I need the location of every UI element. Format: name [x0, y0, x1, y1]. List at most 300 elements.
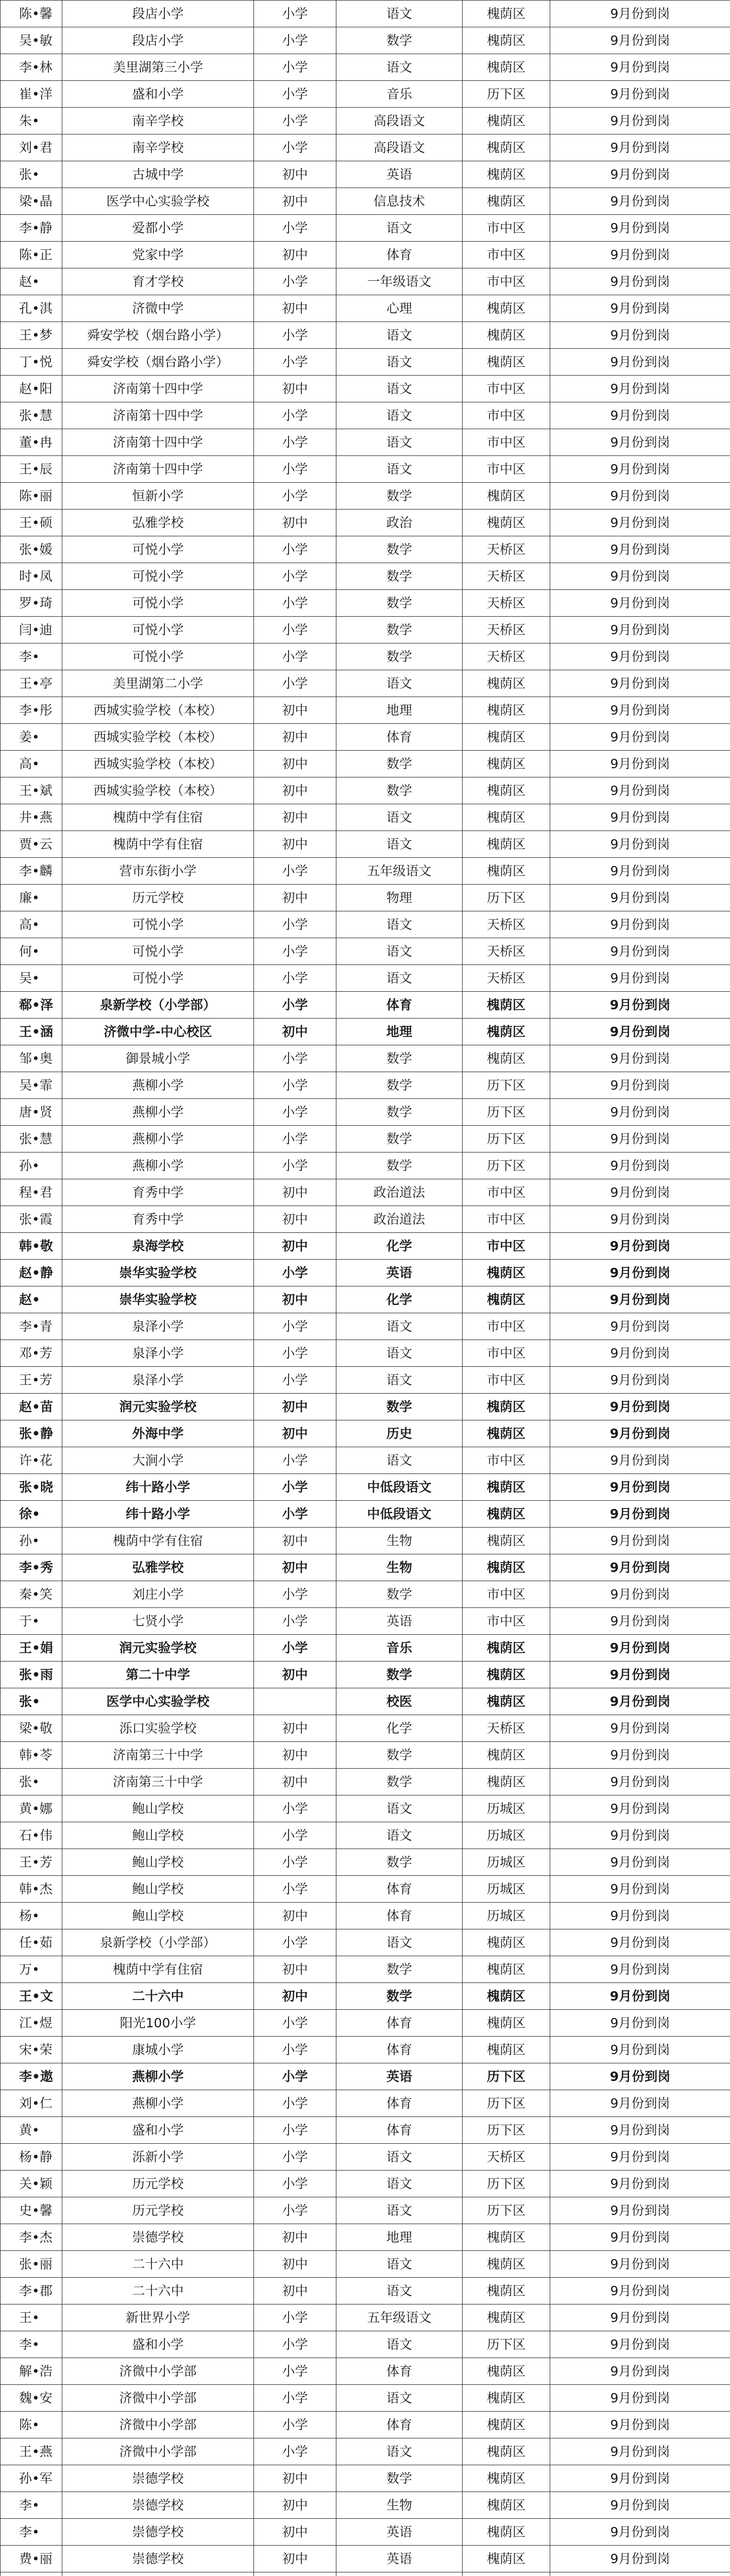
school-name-cell — [62, 2572, 254, 2576]
subject-cell: 体育 — [336, 992, 463, 1019]
district-cell: 槐荫区 — [463, 2358, 550, 2385]
table-row — [1, 885, 730, 911]
school-name-cell: 崇德学校 — [62, 2546, 254, 2572]
table-row — [1, 1260, 730, 1286]
start-time-cell: 9月份到岗 — [550, 2090, 730, 2117]
school-name-cell: 崇德学校 — [62, 2519, 254, 2546]
district-cell: 槐荫区 — [463, 27, 550, 54]
teacher-name-cell: 解•浩 — [1, 2358, 62, 2385]
table-row — [1, 2197, 730, 2224]
school-name-cell: 崇华实验学校 — [62, 1286, 254, 1313]
start-time-cell: 9月份到岗 — [550, 992, 730, 1019]
school-name-cell: 医学中心实验学校 — [62, 1688, 254, 1715]
school-level-cell: 小学 — [254, 2037, 336, 2063]
teacher-name-cell: 张•晓 — [1, 1474, 62, 1501]
table-row — [1, 1340, 730, 1367]
start-time-cell: 9月份到岗 — [550, 1608, 730, 1635]
table-row — [1, 590, 730, 617]
table-row — [1, 1420, 730, 1447]
subject-cell: 数学 — [336, 1849, 463, 1876]
school-level-cell: 小学 — [254, 1474, 336, 1501]
teacher-name-cell: 韩•敬 — [1, 1233, 62, 1260]
subject-cell: 数学 — [336, 1045, 463, 1072]
start-time-cell: 9月份到岗 — [550, 429, 730, 456]
school-level-cell: 初中 — [254, 2546, 336, 2572]
school-level-cell: 初中 — [254, 724, 336, 751]
table-row — [1, 1769, 730, 1795]
subject-cell: 语文 — [336, 831, 463, 858]
teacher-name-cell: 李•麟 — [1, 858, 62, 885]
table-row — [1, 2037, 730, 2063]
district-cell: 槐荫区 — [463, 992, 550, 1019]
start-time-cell: 9月份到岗 — [550, 2144, 730, 2171]
school-name-cell: 段店小学 — [62, 27, 254, 54]
school-name-cell: 槐荫中学有住宿 — [62, 804, 254, 831]
school-level-cell: 初中 — [254, 376, 336, 402]
teacher-name-cell: 李•秀 — [1, 1554, 62, 1581]
subject-cell: 语文 — [336, 2171, 463, 2197]
teacher-name-cell: 唐•贤 — [1, 1099, 62, 1126]
school-level-cell: 小学 — [254, 2438, 336, 2465]
teacher-name-cell: 王•燕 — [1, 2438, 62, 2465]
subject-cell: 体育 — [336, 1876, 463, 1903]
subject-cell: 中低段语文 — [336, 1474, 463, 1501]
teacher-name-cell: 宋•荣 — [1, 2037, 62, 2063]
school-level-cell: 小学 — [254, 643, 336, 670]
table-row — [1, 1662, 730, 1688]
subject-cell: 体育 — [336, 2117, 463, 2144]
start-time-cell: 9月份到岗 — [550, 322, 730, 349]
start-time-cell: 9月份到岗 — [550, 2224, 730, 2251]
subject-cell: 化学 — [336, 1715, 463, 1742]
start-time-cell: 9月份到岗 — [550, 161, 730, 188]
school-name-cell: 槐荫中学有住宿 — [62, 1956, 254, 1983]
start-time-cell: 9月份到岗 — [550, 108, 730, 134]
teacher-name-cell: 张• — [1, 1688, 62, 1715]
district-cell: 槐荫区 — [463, 2385, 550, 2412]
school-level-cell: 小学 — [254, 268, 336, 295]
school-name-cell: 润元实验学校 — [62, 1635, 254, 1662]
school-name-cell: 御景城小学 — [62, 1045, 254, 1072]
district-cell: 历下区 — [463, 81, 550, 108]
teacher-name-cell: 王•梦 — [1, 322, 62, 349]
school-name-cell: 崇德学校 — [62, 2465, 254, 2492]
table-row — [1, 1849, 730, 1876]
table-row — [1, 242, 730, 268]
teacher-name-cell: 王•斌 — [1, 777, 62, 804]
start-time-cell: 9月份到岗 — [550, 1367, 730, 1394]
subject-cell: 数学 — [336, 2465, 463, 2492]
district-cell: 槐荫区 — [463, 2519, 550, 2546]
district-cell: 历下区 — [463, 2171, 550, 2197]
table-row — [1, 1286, 730, 1313]
teacher-name-cell: 廉• — [1, 885, 62, 911]
teacher-name-cell: 姜• — [1, 724, 62, 751]
table-row — [1, 1715, 730, 1742]
subject-cell: 数学 — [336, 1072, 463, 1099]
table-row — [1, 161, 730, 188]
teacher-name-cell: 石•伟 — [1, 1822, 62, 1849]
district-cell: 历下区 — [463, 2331, 550, 2358]
subject-cell: 物理 — [336, 885, 463, 911]
table-row — [1, 429, 730, 456]
start-time-cell: 9月份到岗 — [550, 2331, 730, 2358]
school-name-cell: 盛和小学 — [62, 2331, 254, 2358]
teacher-name-cell: 邓•芳 — [1, 1340, 62, 1367]
subject-cell: 政治 — [336, 510, 463, 536]
school-name-cell: 燕柳小学 — [62, 1099, 254, 1126]
school-level-cell: 初中 — [254, 1206, 336, 1233]
subject-cell — [336, 2572, 463, 2576]
district-cell: 槐荫区 — [463, 54, 550, 81]
start-time-cell: 9月份到岗 — [550, 563, 730, 590]
school-name-cell: 济微中小学部 — [62, 2412, 254, 2438]
teacher-name-cell: 任•茹 — [1, 1929, 62, 1956]
teacher-name-cell: 王•芳 — [1, 1849, 62, 1876]
subject-cell: 英语 — [336, 1260, 463, 1286]
district-cell: 市中区 — [463, 1233, 550, 1260]
start-time-cell: 9月份到岗 — [550, 1, 730, 27]
table-row — [1, 2278, 730, 2304]
start-time-cell: 9月份到岗 — [550, 2197, 730, 2224]
start-time-cell: 9月份到岗 — [550, 1206, 730, 1233]
table-row — [1, 1019, 730, 1045]
start-time-cell: 9月份到岗 — [550, 1233, 730, 1260]
table-row — [1, 1, 730, 27]
teacher-name-cell: 吴•敏 — [1, 27, 62, 54]
school-name-cell: 医学中心实验学校 — [62, 188, 254, 215]
subject-cell: 五年级语文 — [336, 858, 463, 885]
school-level-cell: 小学 — [254, 2090, 336, 2117]
start-time-cell: 9月份到岗 — [550, 1072, 730, 1099]
subject-cell: 语文 — [336, 1795, 463, 1822]
table-row — [1, 2251, 730, 2278]
school-level-cell: 初中 — [254, 510, 336, 536]
start-time-cell: 9月份到岗 — [550, 2251, 730, 2278]
school-name-cell: 育秀中学 — [62, 1206, 254, 1233]
start-time-cell: 9月份到岗 — [550, 1126, 730, 1153]
teacher-name-cell: 井•燕 — [1, 804, 62, 831]
subject-cell: 体育 — [336, 2358, 463, 2385]
subject-cell: 体育 — [336, 2010, 463, 2037]
subject-cell: 数学 — [336, 1581, 463, 1608]
school-level-cell: 初中 — [254, 1019, 336, 1045]
subject-cell: 语文 — [336, 1929, 463, 1956]
school-name-cell: 历元学校 — [62, 885, 254, 911]
district-cell: 市中区 — [463, 1581, 550, 1608]
start-time-cell: 9月份到岗 — [550, 215, 730, 242]
school-name-cell: 燕柳小学 — [62, 1153, 254, 1179]
subject-cell: 政治道法 — [336, 1179, 463, 1206]
school-name-cell: 弘雅学校 — [62, 510, 254, 536]
school-level-cell: 初中 — [254, 1528, 336, 1554]
school-name-cell: 鲍山学校 — [62, 1795, 254, 1822]
table-row — [1, 1608, 730, 1635]
table-row — [1, 2572, 730, 2576]
school-name-cell: 西城实验学校（本校） — [62, 751, 254, 777]
table-row — [1, 992, 730, 1019]
school-name-cell: 西城实验学校（本校） — [62, 777, 254, 804]
school-name-cell: 鲍山学校 — [62, 1849, 254, 1876]
teacher-name-cell: 韩•杰 — [1, 1876, 62, 1903]
school-name-cell: 七贤小学 — [62, 1608, 254, 1635]
start-time-cell: 9月份到岗 — [550, 483, 730, 510]
school-level-cell: 小学 — [254, 2010, 336, 2037]
district-cell: 市中区 — [463, 1608, 550, 1635]
subject-cell: 地理 — [336, 2224, 463, 2251]
teacher-name-cell: 王•文 — [1, 1983, 62, 2010]
teacher-name-cell: 程•君 — [1, 1179, 62, 1206]
district-cell: 槐荫区 — [463, 1019, 550, 1045]
start-time-cell: 9月份到岗 — [550, 1286, 730, 1313]
school-level-cell: 小学 — [254, 1849, 336, 1876]
subject-cell: 语文 — [336, 1447, 463, 1474]
school-level-cell: 初中 — [254, 1179, 336, 1206]
start-time-cell: 9月份到岗 — [550, 1795, 730, 1822]
district-cell: 市中区 — [463, 1313, 550, 1340]
district-cell: 槐荫区 — [463, 349, 550, 376]
start-time-cell: 9月份到岗 — [550, 2037, 730, 2063]
district-cell: 槐荫区 — [463, 724, 550, 751]
subject-cell: 化学 — [336, 1233, 463, 1260]
school-name-cell: 济南第十四中学 — [62, 429, 254, 456]
district-cell: 历下区 — [463, 2117, 550, 2144]
start-time-cell: 9月份到岗 — [550, 2412, 730, 2438]
table-row — [1, 81, 730, 108]
table-row — [1, 2224, 730, 2251]
school-level-cell: 初中 — [254, 1715, 336, 1742]
district-cell: 槐荫区 — [463, 804, 550, 831]
school-name-cell: 育才学校 — [62, 268, 254, 295]
school-level-cell: 初中 — [254, 1233, 336, 1260]
school-name-cell: 泉泽小学 — [62, 1340, 254, 1367]
table-row — [1, 1635, 730, 1662]
table-row — [1, 1367, 730, 1394]
teacher-name-cell: 杨• — [1, 1903, 62, 1929]
start-time-cell: 9月份到岗 — [550, 2010, 730, 2037]
school-name-cell: 泺新小学 — [62, 2144, 254, 2171]
school-name-cell: 济南第三十中学 — [62, 1742, 254, 1769]
school-level-cell: 初中 — [254, 1956, 336, 1983]
table-row — [1, 188, 730, 215]
start-time-cell: 9月份到岗 — [550, 295, 730, 322]
subject-cell: 语文 — [336, 215, 463, 242]
district-cell: 槐荫区 — [463, 1635, 550, 1662]
school-name-cell: 可悦小学 — [62, 643, 254, 670]
subject-cell: 语文 — [336, 2251, 463, 2278]
subject-cell: 语文 — [336, 1, 463, 27]
start-time-cell: 9月份到岗 — [550, 1635, 730, 1662]
school-name-cell: 舜安学校（烟台路小学） — [62, 322, 254, 349]
district-cell: 历下区 — [463, 2063, 550, 2090]
school-name-cell: 泉新学校（小学部） — [62, 1929, 254, 1956]
start-time-cell: 9月份到岗 — [550, 858, 730, 885]
start-time-cell: 9月份到岗 — [550, 1554, 730, 1581]
teacher-name-cell: 赵•阳 — [1, 376, 62, 402]
school-level-cell — [254, 1688, 336, 1715]
school-level-cell: 小学 — [254, 992, 336, 1019]
district-cell: 历城区 — [463, 1903, 550, 1929]
school-level-cell: 小学 — [254, 1045, 336, 1072]
subject-cell: 体育 — [336, 2412, 463, 2438]
teacher-name-cell: 张• — [1, 1769, 62, 1795]
school-name-cell: 可悦小学 — [62, 590, 254, 617]
table-row — [1, 2010, 730, 2037]
school-level-cell: 小学 — [254, 2412, 336, 2438]
teacher-name-cell: 梁•晶 — [1, 188, 62, 215]
table-row — [1, 349, 730, 376]
teacher-name-cell — [1, 2572, 62, 2576]
table-row — [1, 376, 730, 402]
district-cell: 市中区 — [463, 429, 550, 456]
table-row — [1, 1688, 730, 1715]
school-name-cell: 燕柳小学 — [62, 2063, 254, 2090]
school-name-cell: 大涧小学 — [62, 1447, 254, 1474]
district-cell: 历城区 — [463, 1795, 550, 1822]
district-cell: 槐荫区 — [463, 2224, 550, 2251]
teacher-name-cell: 王•娟 — [1, 1635, 62, 1662]
district-cell: 槐荫区 — [463, 2438, 550, 2465]
school-level-cell: 初中 — [254, 1662, 336, 1688]
teacher-name-cell: 张•霞 — [1, 1206, 62, 1233]
teacher-name-cell: 陈•馨 — [1, 1, 62, 27]
school-name-cell: 第二十中学 — [62, 1662, 254, 1688]
subject-cell: 体育 — [336, 242, 463, 268]
table-row — [1, 295, 730, 322]
district-cell: 槐荫区 — [463, 697, 550, 724]
teacher-name-cell: 何• — [1, 938, 62, 965]
start-time-cell: 9月份到岗 — [550, 2438, 730, 2465]
school-level-cell: 小学 — [254, 590, 336, 617]
table-row — [1, 804, 730, 831]
subject-cell: 高段语文 — [336, 134, 463, 161]
table-row — [1, 1313, 730, 1340]
subject-cell: 校医 — [336, 1688, 463, 1715]
school-name-cell: 恒新小学 — [62, 483, 254, 510]
subject-cell: 高段语文 — [336, 108, 463, 134]
subject-cell: 数学 — [336, 777, 463, 804]
school-name-cell: 鲍山学校 — [62, 1822, 254, 1849]
teacher-name-cell: 李•彤 — [1, 697, 62, 724]
teacher-name-cell: 张•慧 — [1, 1126, 62, 1153]
school-name-cell: 鲍山学校 — [62, 1876, 254, 1903]
district-cell: 槐荫区 — [463, 161, 550, 188]
teacher-name-cell: 陈•正 — [1, 242, 62, 268]
subject-cell: 英语 — [336, 2063, 463, 2090]
teacher-name-cell: 王• — [1, 2304, 62, 2331]
school-name-cell: 济微中小学部 — [62, 2385, 254, 2412]
subject-cell: 体育 — [336, 2090, 463, 2117]
table-row — [1, 1581, 730, 1608]
start-time-cell: 9月份到岗 — [550, 697, 730, 724]
school-level-cell: 小学 — [254, 858, 336, 885]
district-cell: 槐荫区 — [463, 1688, 550, 1715]
school-level-cell: 小学 — [254, 1313, 336, 1340]
subject-cell: 英语 — [336, 2519, 463, 2546]
start-time-cell: 9月份到岗 — [550, 1019, 730, 1045]
teacher-name-cell: 王•芳 — [1, 1367, 62, 1394]
district-cell: 槐荫区 — [463, 858, 550, 885]
school-name-cell: 舜安学校（烟台路小学） — [62, 349, 254, 376]
school-name-cell: 育秀中学 — [62, 1179, 254, 1206]
school-level-cell: 小学 — [254, 1795, 336, 1822]
table-row — [1, 134, 730, 161]
table-row — [1, 1179, 730, 1206]
school-level-cell: 小学 — [254, 2063, 336, 2090]
table-row — [1, 1072, 730, 1099]
school-level-cell: 初中 — [254, 697, 336, 724]
subject-cell: 数学 — [336, 617, 463, 643]
start-time-cell: 9月份到岗 — [550, 510, 730, 536]
subject-cell: 语文 — [336, 2197, 463, 2224]
start-time-cell: 9月份到岗 — [550, 938, 730, 965]
district-cell: 槐荫区 — [463, 2010, 550, 2037]
subject-cell: 数学 — [336, 1956, 463, 1983]
school-level-cell: 小学 — [254, 1501, 336, 1528]
school-name-cell: 二十六中 — [62, 2251, 254, 2278]
school-name-cell: 泉海学校 — [62, 1233, 254, 1260]
school-level-cell: 小学 — [254, 670, 336, 697]
table-row — [1, 215, 730, 242]
start-time-cell: 9月份到岗 — [550, 1983, 730, 2010]
school-name-cell: 历元学校 — [62, 2197, 254, 2224]
district-cell: 天桥区 — [463, 1715, 550, 1742]
school-name-cell: 崇德学校 — [62, 2492, 254, 2519]
district-cell: 天桥区 — [463, 536, 550, 563]
school-level-cell: 小学 — [254, 617, 336, 643]
subject-cell: 政治道法 — [336, 1206, 463, 1233]
table-row — [1, 2519, 730, 2546]
start-time-cell: 9月份到岗 — [550, 1876, 730, 1903]
teacher-name-cell: 赵•苗 — [1, 1394, 62, 1420]
district-cell: 槐荫区 — [463, 295, 550, 322]
district-cell: 历下区 — [463, 1126, 550, 1153]
table-row — [1, 322, 730, 349]
table-row — [1, 1554, 730, 1581]
table-row — [1, 456, 730, 483]
table-row — [1, 2304, 730, 2331]
table-row — [1, 27, 730, 54]
district-cell: 槐荫区 — [463, 2492, 550, 2519]
teacher-name-cell: 赵•静 — [1, 1260, 62, 1286]
school-name-cell: 二十六中 — [62, 2278, 254, 2304]
district-cell: 市中区 — [463, 1340, 550, 1367]
table-row — [1, 858, 730, 885]
start-time-cell: 9月份到岗 — [550, 1501, 730, 1528]
subject-cell: 数学 — [336, 1153, 463, 1179]
school-level-cell: 小学 — [254, 2385, 336, 2412]
teacher-name-cell: 许•花 — [1, 1447, 62, 1474]
teacher-name-cell: 高• — [1, 911, 62, 938]
school-name-cell: 美里湖第二小学 — [62, 670, 254, 697]
school-level-cell: 小学 — [254, 938, 336, 965]
district-cell: 天桥区 — [463, 563, 550, 590]
district-cell: 槐荫区 — [463, 1474, 550, 1501]
subject-cell: 数学 — [336, 1769, 463, 1795]
table-row — [1, 2438, 730, 2465]
start-time-cell: 9月份到岗 — [550, 1420, 730, 1447]
teacher-name-cell: 王•硕 — [1, 510, 62, 536]
table-row — [1, 1206, 730, 1233]
start-time-cell: 9月份到岗 — [550, 2117, 730, 2144]
subject-cell: 数学 — [336, 1742, 463, 1769]
start-time-cell: 9月份到岗 — [550, 885, 730, 911]
table-row — [1, 2144, 730, 2171]
school-name-cell: 南辛学校 — [62, 108, 254, 134]
teacher-name-cell: 梁•敬 — [1, 1715, 62, 1742]
district-cell: 天桥区 — [463, 2144, 550, 2171]
school-name-cell: 阳光100小学 — [62, 2010, 254, 2037]
